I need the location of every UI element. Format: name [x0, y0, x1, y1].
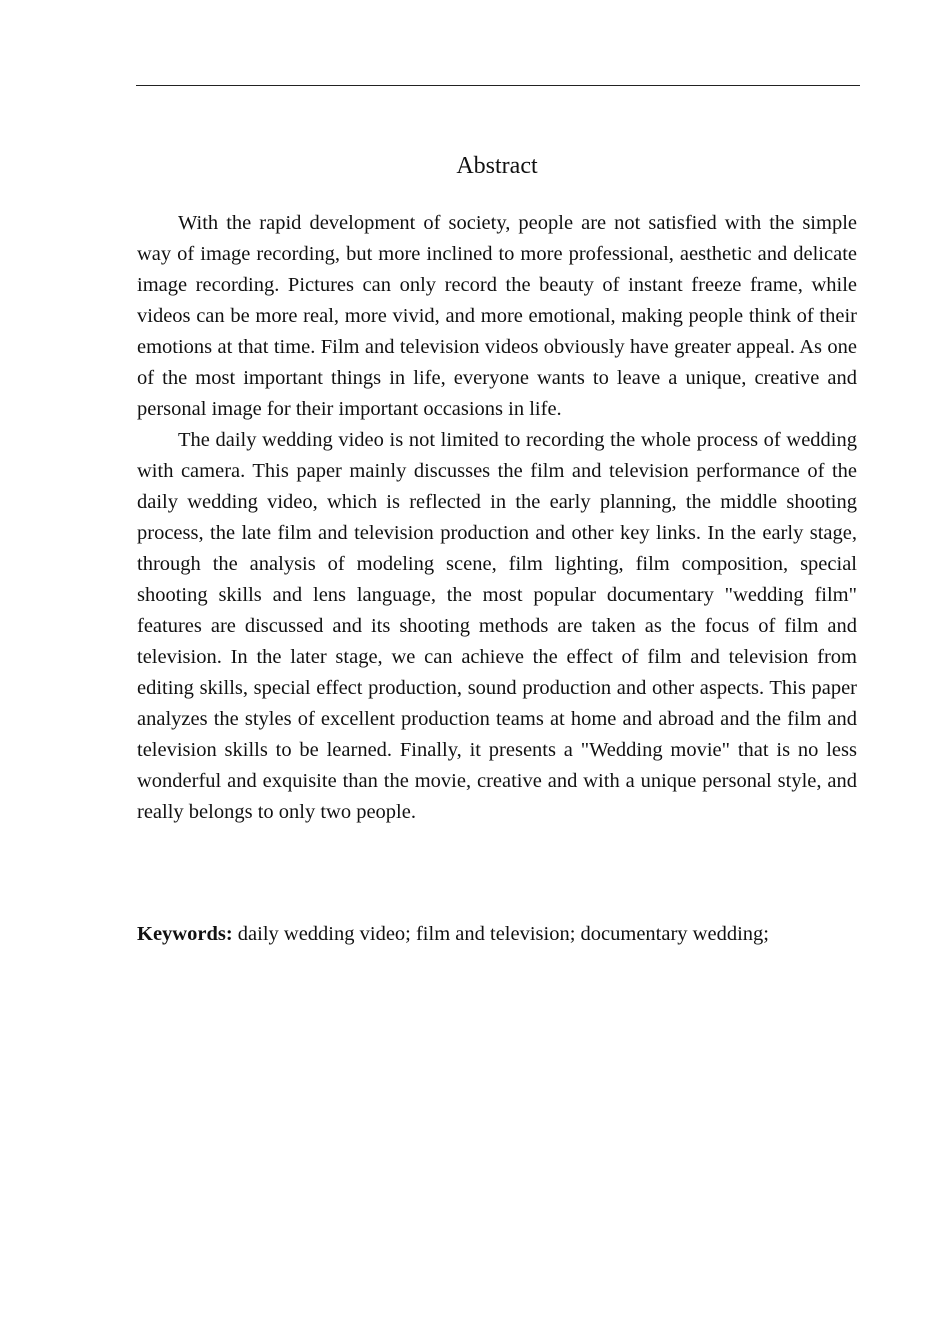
abstract-paragraph-2: The daily wedding video is not limited to recording the whole process of wedding with camera. This paper mainly discusses the film and television performance of the daily wedding video, which is reflected in the early planning, the middle shooting process, the late film and television production and other key links. In the early stage, through the analysis of modeling scene, film lighting, film composition, special shooting skills and lens language, the most popular documentary "wedding film" features are discussed and its shooting methods are taken as the focus of film and television. In the later stage, we can achieve the effect of film and television from editing skills, special effect production, sound production and other aspects. This paper analyzes the styles of excellent production teams at home and abroad and the film and television skills to be learned. Finally, it presents a "Wedding movie" that is no less wonderful and exquisite than the movie, creative and with a unique personal style, and really belongs to only two people. [137, 429, 857, 823]
abstract-body [137, 208, 857, 828]
keywords-text: daily wedding video; film and television; documentary wedding; [232, 923, 769, 945]
abstract-title: Abstract [456, 153, 538, 179]
keywords-line [137, 919, 857, 950]
abstract-paragraph-1: With the rapid development of society, people are not satisfied with the simple way of image recording, but more inclined to more professional, aesthetic and delicate image recording. Pictures can only record the beauty of instant freeze frame, while videos can be more real, more vivid, and more emotional, making people think of their emotions at that time. Film and television videos obviously have greater appeal. As one of the most important things in life, everyone wants to leave a unique, creative and personal image for their important occasions in life. [137, 212, 857, 420]
header-rule [136, 85, 860, 86]
keywords-label: Keywords: [137, 923, 233, 945]
